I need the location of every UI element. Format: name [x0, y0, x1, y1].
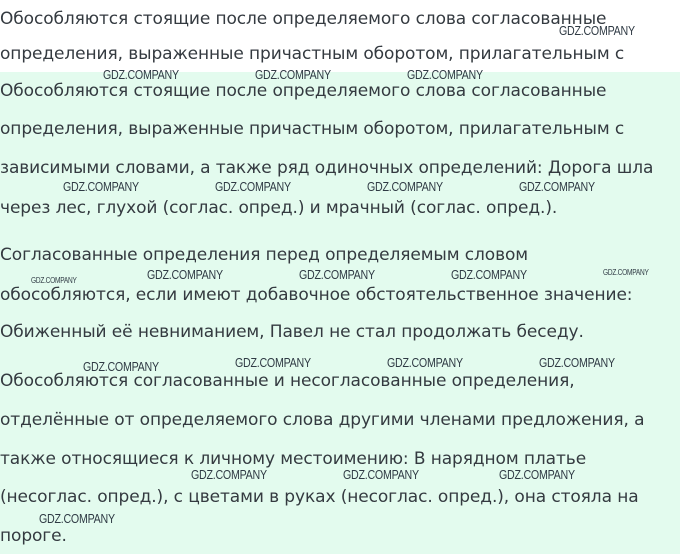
- watermark-text: GDZ.COMPANY: [367, 179, 443, 194]
- body-line-7: Обиженный её невниманием, Павел не стал продолжать беседу.: [0, 322, 584, 342]
- body-line-9: отделённые от определяемого слова другими членами предложения, а: [0, 410, 645, 430]
- watermark-text: GDZ.COMPANY: [191, 467, 267, 482]
- header-line-1: Обособляются стоящие после определяемого слова согласованные: [0, 9, 607, 29]
- body-line-6: обособляются, если имеют добавочное обстоятельственное значение:: [0, 285, 633, 305]
- watermark-text: GDZ.COMPANY: [31, 276, 77, 285]
- body-line-1: Обособляются стоящие после определяемого слова согласованные: [0, 81, 607, 101]
- watermark-text: GDZ.COMPANY: [103, 67, 179, 82]
- body-line-4: через лес, глухой (соглас. опред.) и мрачный (соглас. опред.).: [0, 198, 558, 218]
- watermark-text: GDZ.COMPANY: [343, 467, 419, 482]
- watermark-text: GDZ.COMPANY: [451, 267, 527, 282]
- body-line-10: также относящиеся к личному местоимению: В нарядном платье: [0, 449, 587, 469]
- watermark-text: GDZ.COMPANY: [387, 355, 463, 370]
- watermark-text: GDZ.COMPANY: [499, 467, 575, 482]
- header-line-2: определения, выраженные причастным оборотом, прилагательным с: [0, 44, 625, 64]
- body-line-11: (несоглас. опред.), с цветами в руках (несоглас. опред.), она стояла на: [0, 487, 639, 507]
- watermark-text: GDZ.COMPANY: [147, 267, 223, 282]
- watermark-text: GDZ.COMPANY: [83, 359, 159, 374]
- content-band: [0, 72, 680, 554]
- body-line-3: зависимыми словами, а также ряд одиночных определений: Дорога шла: [0, 158, 654, 178]
- watermark-text: GDZ.COMPANY: [39, 511, 115, 526]
- watermark-text: GDZ.COMPANY: [255, 67, 331, 82]
- body-line-2: определения, выраженные причастным оборотом, прилагательным с: [0, 119, 625, 139]
- watermark-text: GDZ.COMPANY: [215, 179, 291, 194]
- watermark-text: GDZ.COMPANY: [407, 67, 483, 82]
- body-line-5: Согласованные определения перед определяемым словом: [0, 245, 529, 265]
- watermark-text: GDZ.COMPANY: [559, 23, 635, 38]
- watermark-text: GDZ.COMPANY: [519, 179, 595, 194]
- body-line-12: пороге.: [0, 526, 67, 546]
- watermark-text: GDZ.COMPANY: [235, 355, 311, 370]
- watermark-text: GDZ.COMPANY: [63, 179, 139, 194]
- watermark-text: GDZ.COMPANY: [603, 268, 649, 277]
- body-line-8: Обособляются согласованные и несогласованные определения,: [0, 371, 575, 391]
- watermark-text: GDZ.COMPANY: [299, 267, 375, 282]
- watermark-text: GDZ.COMPANY: [539, 355, 615, 370]
